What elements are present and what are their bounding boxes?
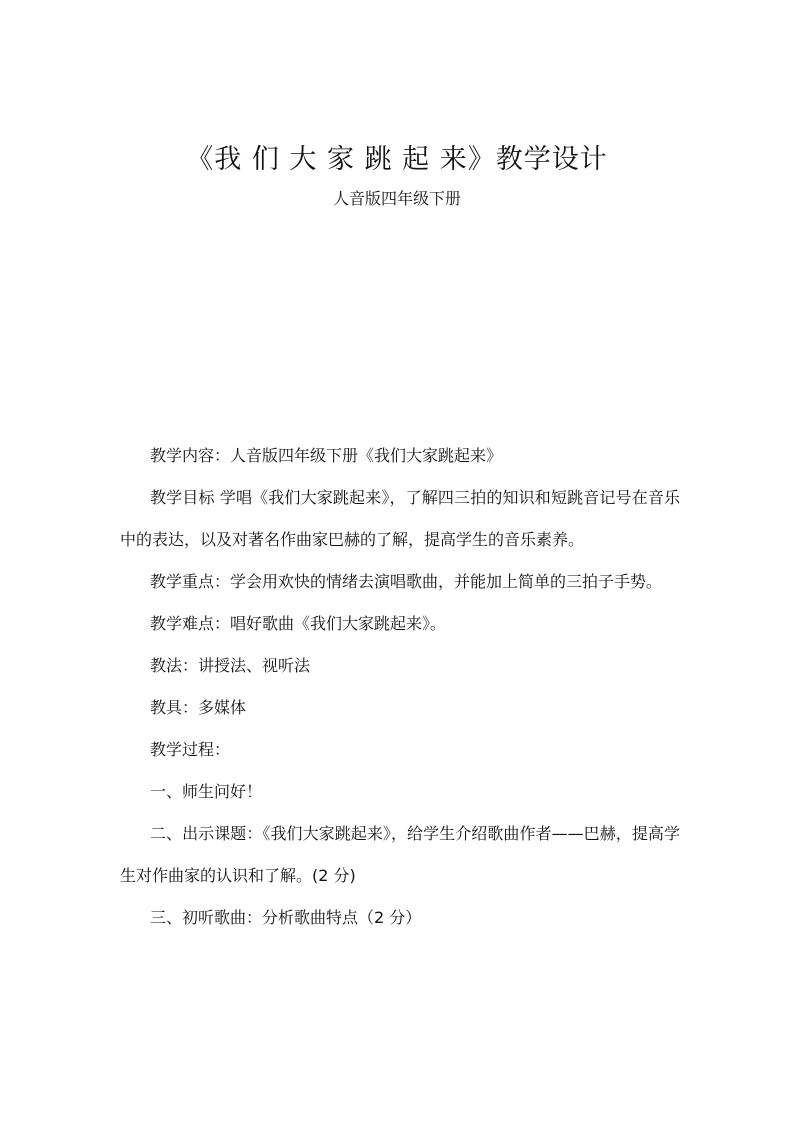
paragraph-step-2: 二、出示课题：《我们大家跳起来》，给学生介绍歌曲作者——巴赫，提高学生对作曲家的认识和了解。(2 分) bbox=[120, 824, 680, 885]
paragraph-difficulties: 教学难点：唱好歌曲《我们大家跳起来》。 bbox=[150, 614, 447, 633]
paragraph-key-points: 教学重点：学会用欢快的情绪去演唱歌曲，并能加上简单的三拍子手势。 bbox=[150, 572, 663, 591]
paragraph-methods: 教法：讲授法、视听法 bbox=[150, 656, 311, 675]
document-body bbox=[120, 435, 680, 939]
paragraph-process-heading: 教学过程： bbox=[150, 740, 231, 759]
paragraph-step-3: 三、初听歌曲：分析歌曲特点（2 分） bbox=[150, 908, 422, 927]
document-title: 《我 们 大 家 跳 起 来》教学设计 bbox=[186, 144, 608, 175]
paragraph-step-1: 一、师生问好！ bbox=[150, 782, 263, 801]
paragraph-content: 教学内容：人音版四年级下册《我们大家跳起来》 bbox=[150, 446, 503, 465]
paragraph-tools: 教具：多媒体 bbox=[150, 698, 247, 717]
paragraph-objectives: 教学目标 学唱《我们大家跳起来》，了解四三拍的知识和短跳音记号在音乐中的表达，以及对著名作曲家巴赫的了解，提高学生的音乐素养。 bbox=[120, 488, 680, 549]
document-subtitle: 人音版四年级下册 bbox=[332, 189, 461, 208]
